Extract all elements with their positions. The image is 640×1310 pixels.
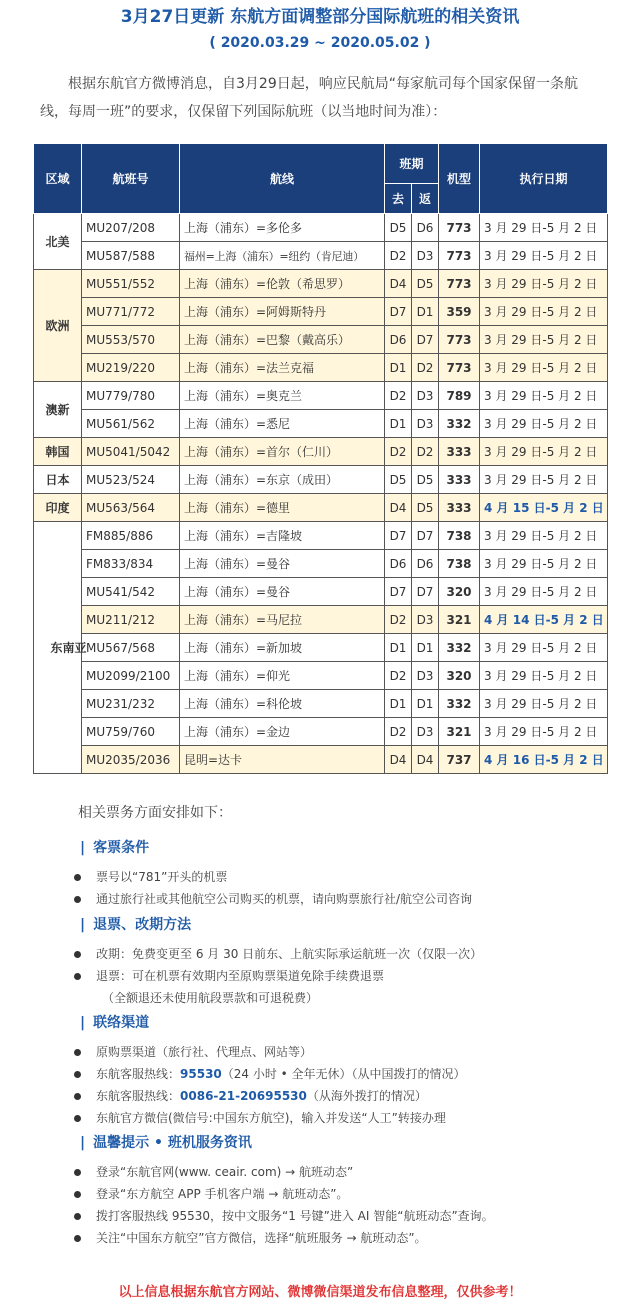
table-row	[34, 690, 608, 718]
section-title: 温馨提示 • 班机服务资讯	[93, 1135, 252, 1151]
plane-cell: 332	[439, 410, 480, 438]
plane-cell: 773	[439, 326, 480, 354]
table-row	[34, 270, 608, 298]
table-row	[34, 354, 608, 382]
list-item-text: 票号以“781”开头的机票	[96, 870, 228, 884]
plane-cell: 738	[439, 550, 480, 578]
table-row	[34, 550, 608, 578]
region-cell: 欧洲	[34, 270, 82, 382]
date-cell: 3 月 29 日-5 月 2 日	[480, 270, 608, 298]
table-row	[34, 298, 608, 326]
plane-cell: 773	[439, 354, 480, 382]
section-title: 客票条件	[93, 840, 150, 856]
bullet-icon	[74, 1093, 81, 1100]
list-item-text: 改期：免费变更至 6 月 30 日前东、上航实际承运航班一次（仅限一次）	[96, 947, 483, 961]
tips-list	[72, 1161, 494, 1249]
plane-cell: 789	[439, 382, 480, 410]
date-cell: 3 月 29 日-5 月 2 日	[480, 718, 608, 746]
flight-cell: MU561/562	[82, 410, 180, 438]
list-item-text: 通过旅行社或其他航空公司购买的机票，请向购票旅行社/航空公司咨询	[96, 892, 473, 906]
region-cell: 北美	[34, 214, 82, 270]
back-cell: D5	[412, 494, 439, 522]
out-cell: D4	[385, 494, 412, 522]
back-cell: D6	[412, 550, 439, 578]
list-item-text: 退票：可在机票有效期内至原购票渠道免除手续费退票	[96, 969, 385, 983]
back-cell: D3	[412, 718, 439, 746]
hotline-number[interactable]: 95530	[180, 1067, 222, 1081]
list-item	[72, 1161, 494, 1183]
back-cell: D1	[412, 634, 439, 662]
route-cell: 上海（浦东）=多伦多	[180, 214, 385, 242]
flight-cell: MU211/212	[82, 606, 180, 634]
bullet-icon	[74, 896, 81, 903]
out-cell: D4	[385, 270, 412, 298]
refund-list	[72, 943, 482, 1009]
header-out: 去	[385, 184, 412, 214]
back-cell: D3	[412, 662, 439, 690]
flight-cell: MU553/570	[82, 326, 180, 354]
hotline-note: （从海外拨打的情况）	[306, 1089, 427, 1103]
route-cell: 上海（浦东）=仰光	[180, 662, 385, 690]
back-cell: D5	[412, 466, 439, 494]
region-cell	[34, 522, 87, 774]
date-cell: 4 月 15 日-5 月 2 日	[480, 494, 608, 522]
date-cell: 3 月 29 日-5 月 2 日	[480, 550, 608, 578]
route-cell: 上海（浦东）=首尔（仁川）	[180, 438, 385, 466]
back-cell: D5	[412, 270, 439, 298]
plane-cell: 773	[439, 270, 480, 298]
route-cell: 上海（浦东）=德里	[180, 494, 385, 522]
region-cell: 日本	[34, 466, 82, 494]
flight-cell: MU551/552	[82, 270, 180, 298]
plane-cell: 332	[439, 634, 480, 662]
plane-cell: 332	[439, 690, 480, 718]
date-cell: 3 月 29 日-5 月 2 日	[480, 522, 608, 550]
route-cell: 上海（浦东）=悉尼	[180, 410, 385, 438]
table-row	[34, 214, 608, 242]
flight-cell: MU779/780	[82, 382, 180, 410]
date-range-subtitle: ( 2020.03.29 ~ 2020.05.02 )	[209, 35, 431, 51]
flight-cell: MU567/568	[82, 634, 180, 662]
out-cell: D6	[385, 550, 412, 578]
table-row	[34, 746, 608, 774]
out-cell: D1	[385, 634, 412, 662]
back-cell: D2	[412, 438, 439, 466]
plane-cell: 321	[439, 606, 480, 634]
route-cell: 上海（浦东）=曼谷	[180, 550, 385, 578]
hotline-label: 东航客服热线：	[96, 1089, 181, 1103]
table-row	[34, 466, 608, 494]
out-cell: D7	[385, 578, 412, 606]
header-flight: 航班号	[82, 144, 180, 214]
header-plane: 机型	[439, 144, 480, 214]
plane-cell: 321	[439, 718, 480, 746]
date-cell: 3 月 29 日-5 月 2 日	[480, 410, 608, 438]
plane-cell: 333	[439, 494, 480, 522]
route-cell: 上海（浦东）=伦敦（希思罗）	[180, 270, 385, 298]
out-cell: D2	[385, 718, 412, 746]
plane-cell: 333	[439, 466, 480, 494]
list-item-text: 登录“东航官网(www. ceair. com) → 航班动态”	[96, 1165, 354, 1179]
flight-cell: MU207/208	[82, 214, 180, 242]
out-cell: D6	[385, 326, 412, 354]
plane-cell: 333	[439, 438, 480, 466]
flight-cell: FM885/886	[82, 522, 180, 550]
overseas-hotline-number[interactable]: 0086-21-20695530	[180, 1089, 307, 1103]
list-item	[72, 1227, 494, 1249]
date-cell: 3 月 29 日-5 月 2 日	[480, 438, 608, 466]
out-cell: D2	[385, 242, 412, 270]
plane-cell: 738	[439, 522, 480, 550]
table-row	[34, 718, 608, 746]
back-cell: D1	[412, 298, 439, 326]
bullet-icon	[74, 1115, 81, 1122]
bullet-icon	[74, 1071, 81, 1078]
table-row	[34, 634, 608, 662]
list-item-text: 关注“中国东方航空”官方微信，选择“航班服务 → 航班动态”。	[96, 1231, 427, 1245]
header-region: 区域	[34, 144, 82, 214]
flight-cell: MU219/220	[82, 354, 180, 382]
flight-cell: MU563/564	[82, 494, 180, 522]
section-heading-tips	[80, 1133, 252, 1153]
contact-list	[72, 1041, 466, 1129]
flight-cell: MU2035/2036	[82, 746, 180, 774]
list-item	[72, 1041, 466, 1063]
table-row	[34, 606, 608, 634]
out-cell: D4	[385, 746, 412, 774]
table-row	[34, 578, 608, 606]
out-cell: D1	[385, 690, 412, 718]
header-schedule: 班期	[385, 144, 439, 184]
route-cell: 昆明=达卡	[180, 746, 385, 774]
list-item-text: 东航官方微信(微信号:中国东方航空)，输入并发送“人工”转接办理	[96, 1111, 446, 1125]
hotline-note: （24 小时 • 全年无休）（从中国拨打的情况）	[221, 1067, 466, 1081]
section-heading-ticket-conditions	[80, 838, 149, 858]
section-title: 联络渠道	[93, 1015, 150, 1031]
out-cell: D2	[385, 606, 412, 634]
table-row	[34, 410, 608, 438]
date-cell: 3 月 29 日-5 月 2 日	[480, 690, 608, 718]
section-bar: |	[80, 1135, 86, 1151]
route-cell: 上海（浦东）=奥克兰	[180, 382, 385, 410]
back-cell: D6	[412, 214, 439, 242]
list-item	[72, 1063, 466, 1085]
out-cell: D2	[385, 382, 412, 410]
intro-paragraph: 根据东航官方微博消息，自3月29日起，响应民航局“每家航司每个国家保留一条航线，每周一班”的要求，仅保留下列国际航班（以当地时间为准）：	[40, 76, 578, 120]
out-cell: D1	[385, 410, 412, 438]
flight-cell: MU523/524	[82, 466, 180, 494]
table-row	[34, 494, 608, 522]
table-row	[34, 662, 608, 690]
section-bar: |	[80, 840, 86, 856]
bullet-icon	[74, 1169, 81, 1176]
list-item	[72, 1085, 466, 1107]
flight-cell: MU771/772	[82, 298, 180, 326]
bullet-icon	[74, 973, 81, 980]
region-cell: 澳新	[34, 382, 82, 438]
ticket-conditions-list	[72, 866, 472, 910]
section-bar: |	[80, 1015, 86, 1031]
back-cell: D3	[412, 242, 439, 270]
bullet-icon	[74, 951, 81, 958]
date-cell: 3 月 29 日-5 月 2 日	[480, 354, 608, 382]
plane-cell: 737	[439, 746, 480, 774]
flight-cell: MU541/542	[82, 578, 180, 606]
route-cell: 上海（浦东）=法兰克福	[180, 354, 385, 382]
back-cell: D2	[412, 354, 439, 382]
table-row	[34, 438, 608, 466]
plane-cell: 320	[439, 662, 480, 690]
list-item	[72, 965, 482, 987]
out-cell: D1	[385, 354, 412, 382]
out-cell: D7	[385, 522, 412, 550]
section-bar: |	[80, 917, 86, 933]
list-item-text: 原购票渠道（旅行社、代理点、网站等）	[96, 1045, 313, 1059]
plane-cell: 773	[439, 214, 480, 242]
section-title: 退票、改期方法	[93, 917, 192, 933]
list-item-text: 登录“东方航空 APP 手机客户端 → 航班动态”。	[96, 1187, 349, 1201]
page-title: 3月27日更新 东航方面调整部分国际航班的相关资讯	[120, 7, 520, 27]
bullet-icon	[74, 1191, 81, 1198]
route-cell: 上海（浦东）=新加坡	[180, 634, 385, 662]
ticket-arrangement-intro: 相关票务方面安排如下：	[78, 805, 232, 821]
list-item	[72, 1107, 466, 1129]
table-row	[34, 242, 608, 270]
table-row	[34, 326, 608, 354]
list-item	[72, 1205, 494, 1227]
region-cell: 韩国	[34, 438, 82, 466]
region-label: 东南亚	[50, 640, 87, 655]
date-cell: 3 月 29 日-5 月 2 日	[480, 634, 608, 662]
section-heading-contact	[80, 1013, 149, 1033]
route-cell: 上海（浦东）=曼谷	[180, 578, 385, 606]
list-item-text: （全额退还未使用航段票款和可退税费）	[102, 991, 319, 1005]
table-row	[34, 522, 608, 550]
list-item	[72, 943, 482, 965]
date-cell: 3 月 29 日-5 月 2 日	[480, 382, 608, 410]
date-cell: 3 月 29 日-5 月 2 日	[480, 466, 608, 494]
plane-cell: 773	[439, 242, 480, 270]
route-cell: 上海（浦东）=东京（成田）	[180, 466, 385, 494]
flight-cell: MU5041/5042	[82, 438, 180, 466]
flight-cell: MU231/232	[82, 690, 180, 718]
date-cell: 3 月 29 日-5 月 2 日	[480, 298, 608, 326]
date-cell: 3 月 29 日-5 月 2 日	[480, 326, 608, 354]
flight-cell: MU759/760	[82, 718, 180, 746]
list-item	[72, 1183, 494, 1205]
header-date: 执行日期	[480, 144, 608, 214]
plane-cell: 359	[439, 298, 480, 326]
date-cell: 3 月 29 日-5 月 2 日	[480, 214, 608, 242]
route-cell: 上海（浦东）=马尼拉	[180, 606, 385, 634]
out-cell: D5	[385, 466, 412, 494]
plane-cell: 320	[439, 578, 480, 606]
flight-cell: MU587/588	[82, 242, 180, 270]
back-cell: D7	[412, 326, 439, 354]
list-item	[72, 866, 472, 888]
bullet-icon	[74, 1213, 81, 1220]
header-route: 航线	[180, 144, 385, 214]
bullet-icon	[74, 1235, 81, 1242]
back-cell: D3	[412, 410, 439, 438]
back-cell: D3	[412, 382, 439, 410]
footer-disclaimer: 以上信息根据东航官方网站、微博微信渠道发布信息整理，仅供参考！	[118, 1285, 522, 1300]
out-cell: D7	[385, 298, 412, 326]
route-cell: 上海（浦东）=阿姆斯特丹	[180, 298, 385, 326]
hotline-label: 东航客服热线：	[96, 1067, 181, 1081]
back-cell: D3	[412, 606, 439, 634]
list-item	[72, 888, 472, 910]
out-cell: D5	[385, 214, 412, 242]
back-cell: D4	[412, 746, 439, 774]
back-cell: D7	[412, 578, 439, 606]
bullet-icon	[74, 1049, 81, 1056]
flight-cell: MU2099/2100	[82, 662, 180, 690]
date-cell: 4 月 14 日-5 月 2 日	[480, 606, 608, 634]
bullet-icon	[74, 874, 81, 881]
out-cell: D2	[385, 438, 412, 466]
region-cell: 印度	[34, 494, 82, 522]
section-heading-refund	[80, 915, 191, 935]
back-cell: D1	[412, 690, 439, 718]
flight-cell: FM833/834	[82, 550, 180, 578]
back-cell: D7	[412, 522, 439, 550]
route-cell: 上海（浦东）=科伦坡	[180, 690, 385, 718]
list-item-continuation	[72, 987, 482, 1009]
header-back: 返	[412, 184, 439, 214]
route-cell: 福州=上海（浦东）=纽约（肯尼迪）	[180, 242, 385, 270]
flight-table	[33, 143, 608, 774]
out-cell: D2	[385, 662, 412, 690]
date-cell: 4 月 16 日-5 月 2 日	[480, 746, 608, 774]
list-item-text: 拨打客服热线 95530，按中文服务“1 号键”进入 AI 智能“航班动态”查询。	[96, 1209, 494, 1223]
route-cell: 上海（浦东）=巴黎（戴高乐）	[180, 326, 385, 354]
date-cell: 3 月 29 日-5 月 2 日	[480, 662, 608, 690]
table-row	[34, 382, 608, 410]
route-cell: 上海（浦东）=吉隆坡	[180, 522, 385, 550]
route-cell: 上海（浦东）=金边	[180, 718, 385, 746]
date-cell: 3 月 29 日-5 月 2 日	[480, 578, 608, 606]
date-cell: 3 月 29 日-5 月 2 日	[480, 242, 608, 270]
